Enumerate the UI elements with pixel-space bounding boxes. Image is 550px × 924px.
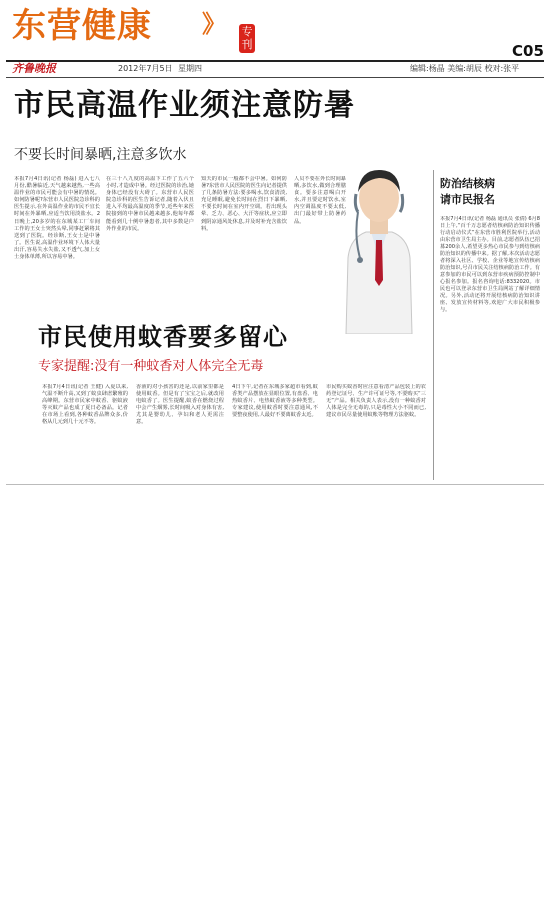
article2-column-4: 市民购买蚊香时应注意看清产品包装上的农药登记证号、生产许可证号等,不要购买“三无”产品。相关负责人表示,没有一种蚊香对人体是完全无毒的,只是毒性大小不同而已,建议市民尽量使用蚊帐等物理方法驱蚊。: [326, 384, 426, 419]
editors-credit: 编辑:杨晶 美编:胡辰 校对:张平: [410, 64, 520, 73]
special-issue-tag: 专刊: [239, 24, 255, 53]
issue-weekday: 星期四: [178, 64, 202, 73]
article2-column-2: 香液的对小孩害的还是,以前家里都是使用蚊香。但是有了宝宝之后,就改用电蚊香了。医生提醒,蚊香在燃烧过程中会产生烟雾,长时间吸入对身体有害,尤其是婴幼儿、孕妇和老人更需注意。: [136, 384, 224, 426]
article1-column-1: 本报7月4日讯(记者 杨磊) 进入七八月份,酷暑临近,天气越来越热,一些高温作业的市民可能会有中暑的情况。如何防暑呢?东营市人民医院急诊科的医生提示,在外高温作业的市民不宜长时间在外暴晒,应适当饮用淡盐水。2日晚上,20多岁的在东城某工厂车间工作的王女士突然头晕,同事赶紧将其送到了医院。经诊断,王女士是中暑了。医生说,高温作业环境下人体大量出汗,容易失水失盐,又不透气,加上女士身体单薄,所以容易中暑。: [14, 176, 100, 261]
column-divider: [433, 170, 434, 480]
article1-headline: 市民高温作业须注意防暑: [14, 88, 355, 123]
page-code: C05: [512, 42, 544, 60]
article2-column-1: 本报7月4日讯(记者 王健) 入夏以来,气温不断升高,又到了蚊虫肆虐繁殖的高峰期。东营市民家中蚊香、驱蚊液等灭蚊产品也成了夏日必备品。记者在市场上看到,各种蚊香品牌众多,价格从几元到几十元不等。: [42, 384, 128, 426]
paper-name: 齐鲁晚报: [12, 62, 56, 75]
masthead: [6, 0, 544, 60]
article1-column-2: 在三十八九度的高温下工作了五六个小时,才造成中暑。经过医院的诊治,她身体已经没有大碍了。东营市人民医院急诊科的医生告诉记者,随着入伏且进入平均最高温度的季节,近些年来医院接到的中暑市民越来越多,他每年都能看到几十例中暑患者,其中多数是户外作业的市民。: [106, 176, 194, 232]
sidebar-body: 本报7月4日讯(记者 杨磊 通讯员 张倩) 6月8日上午,“百千万志愿者结核病防治知识传播行动启动仪式”在东营市胜利医院举行,活动由东营市卫生局主办。目前,志愿者队伍已招募200余人,希望更多热心市民参与到结核病防治知识的传播中来。据了解,本次活动志愿者将深入社区、学校、企业等地宣传结核病防治知识,号召市民关注结核病防治工作。有意参加的市民可以到东营市疾病预防控制中心报名参加。报名咨询电话:8332020。市民也可以登录东营市卫生局网站了解详细情况。另外,活动还将开展结核病防治知识讲座、发放宣传材料等,欢迎广大市民积极参与。: [440, 216, 540, 313]
section-title: 东营健康: [12, 6, 152, 46]
sidebar-headline: 防治结核病 请市民报名: [440, 177, 495, 206]
info-rule: [6, 77, 544, 78]
doctor-illustration: [336, 162, 422, 334]
article1-subhead: 不要长时间暴晒,注意多饮水: [14, 147, 187, 163]
title-decoration: 》: [202, 10, 226, 38]
article2-subhead: 专家提醒:没有一种蚊香对人体完全无毒: [38, 359, 264, 374]
article2-column-3: 4日下午,记者在东城多家超市看到,蚊香类产品摆放在显眼位置,有盘香、电热蚊香片、电热蚊香液等多种类型。专家建议,使用蚊香时要注意通风,不要整夜使用,人最好不要离蚊香太近。: [232, 384, 318, 419]
article1-column-3: 知天的市民一般都不会中暑。如何防暑?东营市人民医院的医生向记者提供了几条防暑方法:要多喝水,饮食清淡,充足睡眠,避免长时间在烈日下暴晒,不要长时间在室内开空调。若出现头晕、乏力、恶心、大汗等症状,应立即到阴凉通风处休息,并及时补充含盐饮料。: [201, 176, 287, 232]
article2-headline: 市民使用蚊香要多留心: [38, 323, 288, 351]
info-bar: [6, 42, 544, 76]
newspaper-sheet: [6, 0, 544, 486]
page-bottom-rule: [6, 484, 544, 485]
article1-column-4: 人员不要在外长时间暴晒,多饮水,做到合理膳食。要多注意喝白开水,并且要定时饮水,室内空调温度不要太低,出门最好带上防暑药品。: [294, 176, 346, 225]
issue-date: 2012年7月5日: [118, 64, 173, 73]
